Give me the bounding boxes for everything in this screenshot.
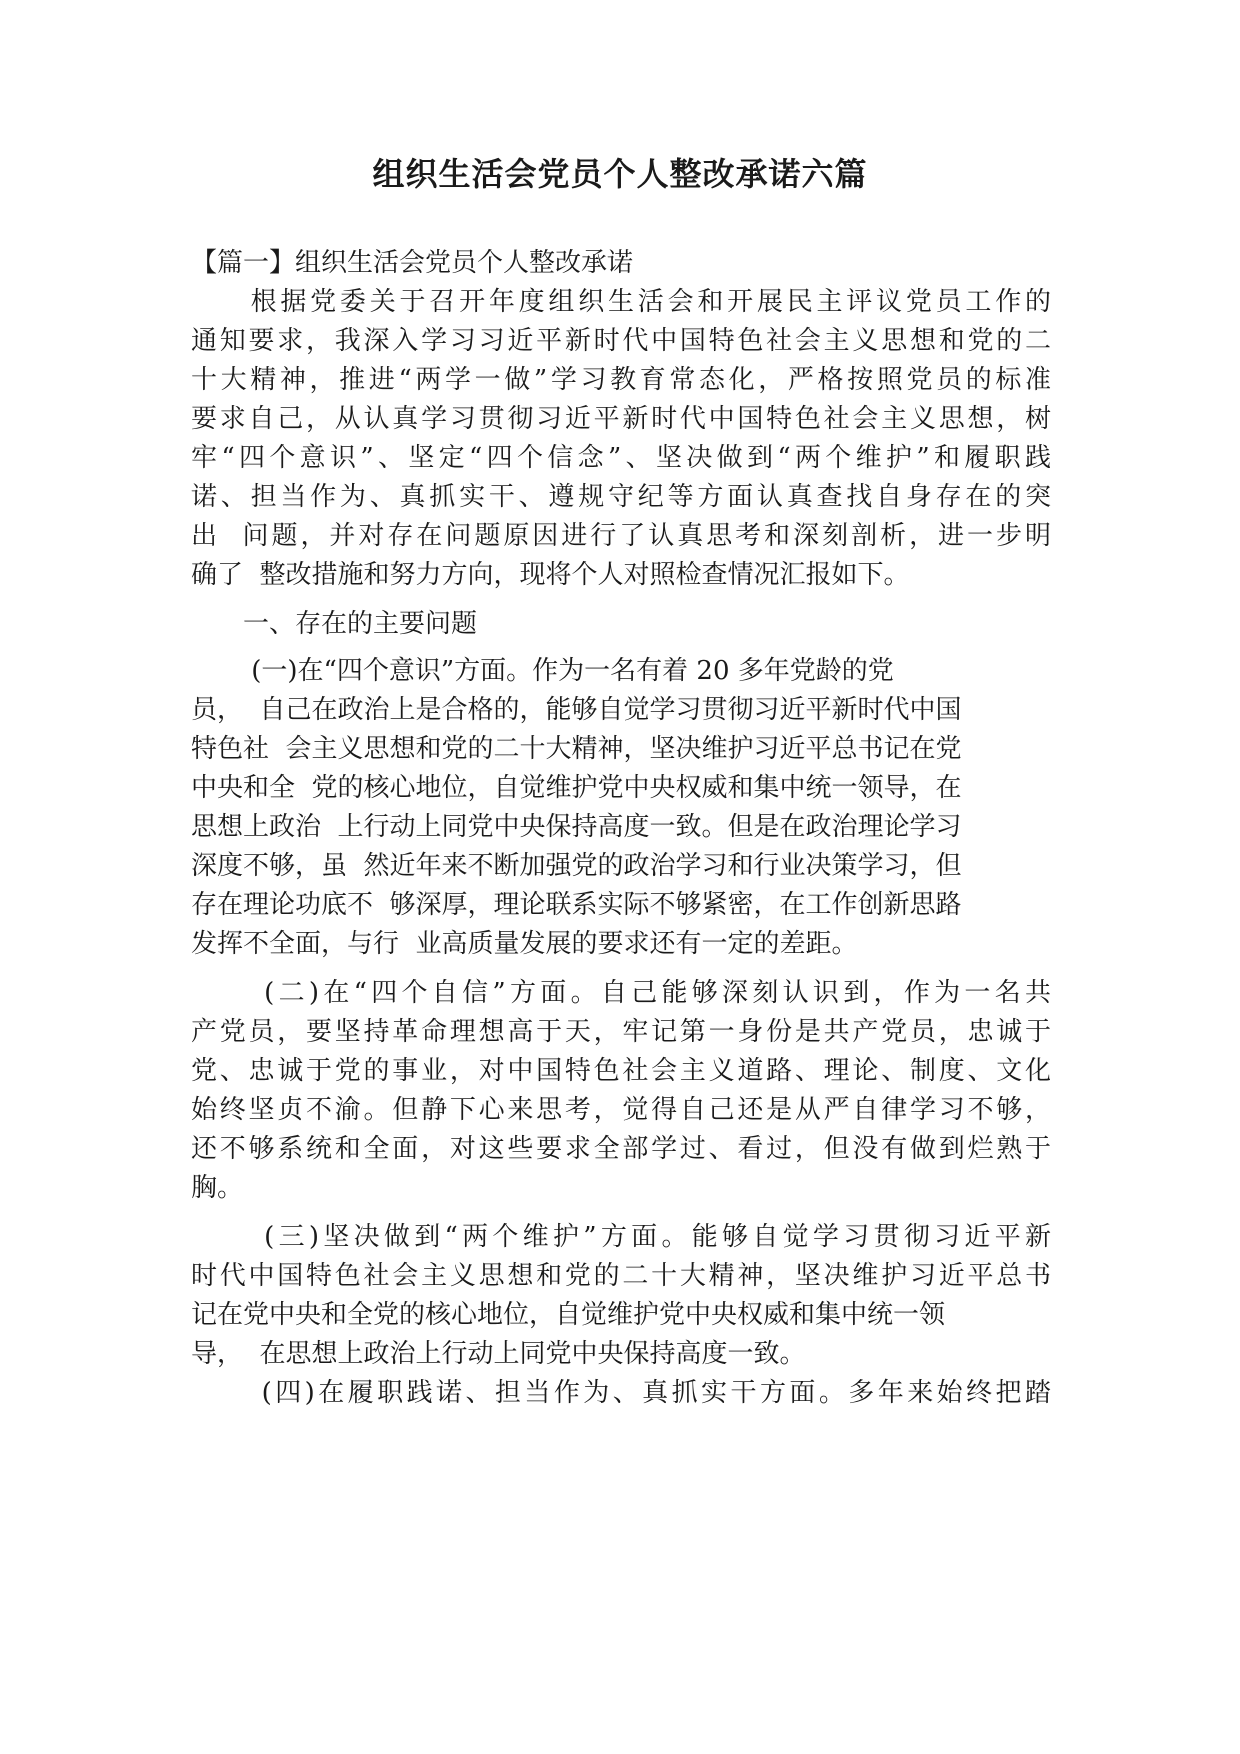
text-line: 通知要求，我深入学习习近平新时代中国特色社会主义思想和党的二 <box>191 326 1051 356</box>
text-line: (一)在“四个意识”方面。作为一名有着 20 多年党龄的党 <box>191 656 894 686</box>
text-line: 确了 整改措施和努力方向，现将个人对照检查情况汇报如下。 <box>191 560 910 590</box>
subheading: 一、存在的主要问题 <box>191 609 478 639</box>
text-line: 还不够系统和全面，对这些要求全部学过、看过，但没有做到烂熟于 <box>191 1134 1051 1164</box>
text-line: 十大精神，推进“两学一做”学习教育常态化，严格按照党员的标准 <box>191 365 1051 395</box>
paragraph-item-4 <box>191 1374 1051 1413</box>
section-heading: 【篇一】组织生活会党员个人整改承诺 <box>191 248 634 278</box>
text-line: 记在党中央和全党的核心地位，自觉维护党中央权威和集中统一领 <box>191 1300 946 1330</box>
text-line: 要求自己，从认真学习贯彻习近平新时代中国特色社会主义思想，树 <box>191 404 1051 434</box>
document-body <box>191 244 1051 1413</box>
text-line: (二)在“四个自信”方面。自己能够深刻认识到，作为一名共 <box>191 978 1051 1008</box>
text-line: 特色社 会主义思想和党的二十大精神，坚决维护习近平总书记在党 <box>191 734 962 764</box>
text-line: 时代中国特色社会主义思想和党的二十大精神，坚决维护习近平总书 <box>191 1261 1051 1291</box>
paragraph-item-2 <box>191 974 1051 1208</box>
text-line: (三)坚决做到“两个维护”方面。能够自觉学习贯彻习近平新 <box>191 1222 1051 1252</box>
text-line: 牢“四个意识”、坚定“四个信念”、坚决做到“两个维护”和履职践 <box>191 443 1051 473</box>
text-line: 出 问题，并对存在问题原因进行了认真思考和深刻剖析，进一步明 <box>191 521 1051 551</box>
text-line: 深度不够，虽 然近年来不断加强党的政治学习和行业决策学习，但 <box>191 851 962 881</box>
text-line: 党、忠诚于党的事业，对中国特色社会主义道路、理论、制度、文化 <box>191 1056 1051 1086</box>
text-line: 发挥不全面，与行 业高质量发展的要求还有一定的差距。 <box>191 929 858 959</box>
text-line: 根据党委关于召开年度组织生活会和开展民主评议党员工作的 <box>191 287 1051 317</box>
text-line: 导， 在思想上政治上行动上同党中央保持高度一致。 <box>191 1339 806 1369</box>
text-line: 胸。 <box>191 1173 244 1203</box>
paragraph-intro <box>191 283 1051 595</box>
text-line: 诺、担当作为、真抓实干、遵规守纪等方面认真查找自身存在的突 <box>191 482 1051 512</box>
text-line: 存在理论功底不 够深厚，理论联系实际不够紧密，在工作创新思路 <box>191 890 962 920</box>
text-line: (四)在履职践诺、担当作为、真抓实干方面。多年来始终把踏 <box>191 1378 1051 1408</box>
text-line: 产党员，要坚持革命理想高于天，牢记第一身份是共产党员，忠诚于 <box>191 1017 1051 1047</box>
text-line: 中央和全 党的核心地位，自觉维护党中央权威和集中统一领导，在 <box>191 773 962 803</box>
paragraph-problems-heading <box>191 605 1051 644</box>
paragraph-item-3 <box>191 1218 1051 1374</box>
text-line: 思想上政治 上行动上同党中央保持高度一致。但是在政治理论学习 <box>191 812 962 842</box>
paragraph-item-1 <box>191 652 1051 964</box>
document-title: 组织生活会党员个人整改承诺六篇 <box>372 155 868 193</box>
text-line: 始终坚贞不渝。但静下心来思考，觉得自己还是从严自律学习不够， <box>191 1095 1051 1125</box>
text-line: 员， 自己在政治上是合格的，能够自觉学习贯彻习近平新时代中国 <box>191 695 962 725</box>
